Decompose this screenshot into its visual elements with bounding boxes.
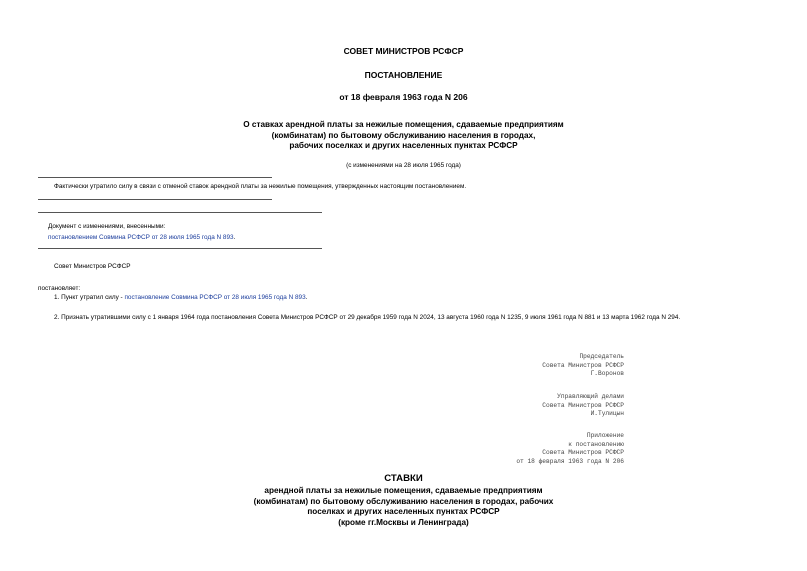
item-1-link[interactable]: постановление Совмина РСФСР от 28 июля 1965 года N 893 bbox=[124, 294, 306, 301]
signature-line: Управляющий делами bbox=[557, 393, 624, 400]
signature-line: Г.Воронов bbox=[590, 370, 624, 378]
appendix-line: Совета Министров РСФСР bbox=[542, 449, 624, 457]
expired-note: Фактически утратило силу в связи с отменой ставок арендной платы за нежилые помещения, утвержденных настоящим постановлением. bbox=[54, 183, 467, 190]
document-subject bbox=[0, 120, 807, 152]
changes-reference bbox=[48, 234, 235, 241]
changes-label: Документ с изменениями, внесенными: bbox=[48, 223, 166, 230]
signature-line: Совета Министров РСФСР bbox=[542, 361, 624, 369]
appendix-reference bbox=[516, 432, 624, 466]
decides-word: постановляет: bbox=[38, 285, 81, 292]
changes-suffix: . bbox=[233, 234, 236, 241]
stavki-line-4: (кроме гг.Москвы и Ленинграда) bbox=[338, 517, 469, 527]
document-date-number: от 18 февраля 1963 года N 206 bbox=[339, 92, 468, 102]
council-title: СОВЕТ МИНИСТРОВ РСФСР bbox=[343, 46, 464, 56]
divider bbox=[38, 248, 322, 249]
item-1-prefix: 1. Пункт утратил силу - bbox=[54, 294, 125, 301]
stavki-line-2: (комбинатам) по бытовому обслуживанию населения в городах, рабочих bbox=[253, 496, 554, 506]
item-1-suffix: . bbox=[305, 294, 308, 301]
document-type: ПОСТАНОВЛЕНИЕ bbox=[364, 70, 443, 80]
council-line: Совет Министров РСФСР bbox=[54, 263, 131, 270]
subject-line-2: (комбинатам) по бытовому обслуживанию населения в городах, bbox=[271, 130, 536, 140]
stavki-subtitle bbox=[0, 486, 807, 528]
subject-line-3: рабочих поселках и других населенных пунктах РСФСР bbox=[289, 141, 518, 151]
item-1 bbox=[54, 294, 307, 301]
amendment-note: (с изменениями на 28 июля 1965 года) bbox=[346, 162, 461, 169]
changes-link[interactable]: постановлением Совмина РСФСР от 28 июля 1965 года N 893 bbox=[48, 234, 234, 241]
signature-line: И.Тулицын bbox=[590, 410, 624, 418]
item-2: 2. Признать утратившими силу с 1 января 1964 года постановления Совета Министров РСФСР от 29 декабря 1959 года N 2024, 13 августа 1960 года N 1235, 9 июля 1961 года N 881 и 13 марта 1962 года N 294. bbox=[54, 314, 681, 321]
appendix-line: от 18 февраля 1963 года N 206 bbox=[516, 457, 624, 465]
stavki-title: СТАВКИ bbox=[384, 473, 423, 484]
stavki-line-1: арендной платы за нежилые помещения, сдаваемые предприятиям bbox=[264, 486, 543, 495]
signature-manager bbox=[542, 393, 624, 419]
divider bbox=[38, 177, 272, 178]
appendix-line: к постановлению bbox=[568, 440, 624, 448]
signature-line: Совета Министров РСФСР bbox=[542, 401, 624, 409]
divider bbox=[38, 199, 272, 200]
signature-line: Председатель bbox=[579, 353, 624, 360]
divider bbox=[38, 212, 322, 213]
appendix-line: Приложение bbox=[586, 432, 624, 439]
stavki-line-3: поселках и других населенных пунктах РСФСР bbox=[307, 507, 500, 517]
signature-chair bbox=[542, 353, 624, 379]
subject-line-1: О ставках арендной платы за нежилые помещения, сдаваемые предприятиям bbox=[243, 120, 564, 129]
